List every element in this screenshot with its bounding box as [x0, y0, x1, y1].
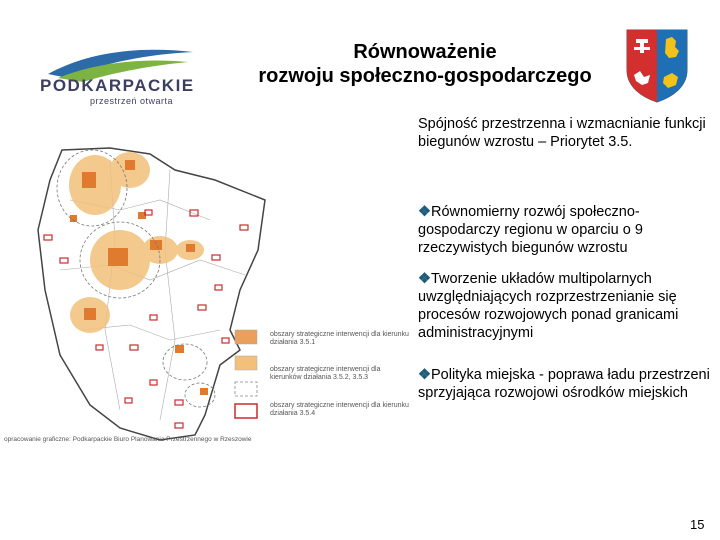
legend-swatch-352 — [235, 356, 257, 370]
bullet-text: Tworzenie układów multipolarnych uwzględniających rozprzestrzenianie się procesów rozwojowych ponad granicami administracyjnymi — [418, 271, 679, 341]
bullet-item — [418, 366, 713, 402]
legend-label-352: obszary strategiczne interwencji dla kierunków działania 3.5.2, 3.5.3 — [270, 366, 381, 381]
title-line-2: rozwoju społeczno-gospodarczego — [258, 65, 592, 87]
legend-swatch-351 — [235, 330, 257, 344]
diamond-bullet-icon: ❖ — [418, 271, 431, 287]
diamond-bullet-icon: ❖ — [418, 367, 431, 383]
legend-label-354: obszary strategiczne interwencji dla kierunku działania 3.5.4 — [270, 402, 409, 417]
bullet-text: Równomierny rozwój społeczno-gospodarczy regionu w oparciu o 9 rzeczywistych biegunów wzrostu — [418, 204, 643, 256]
coat-of-arms-icon — [622, 25, 692, 105]
bullet-item — [418, 203, 713, 257]
priority-heading: Spójność przestrzenna i wzmacnianie funkcji biegunów wzrostu – Priorytet 3.5. — [418, 116, 706, 150]
region-map — [0, 140, 412, 445]
map-credit: opracowanie graficzne: Podkarpackie Biuro Planowania Przestrzennego w Rzeszowie — [4, 436, 252, 443]
diamond-bullet-icon: ❖ — [418, 204, 431, 220]
bullet-text: Polityka miejska - poprawa ładu przestrzeni sprzyjająca rozwojowi ośrodków miejskich — [418, 367, 710, 401]
title-line-1: Równoważenie — [353, 41, 497, 63]
legend-swatch-dashed — [235, 382, 257, 396]
legend-swatch-354 — [235, 404, 257, 418]
page-number: 15 — [690, 517, 705, 532]
legend-label-351: obszary strategiczne interwencji dla kierunku działania 3.5.1 — [270, 331, 409, 346]
slide-title — [215, 40, 635, 88]
logo-wordmark: PODKARPACKIE — [40, 76, 195, 95]
logo-tagline: przestrzeń otwarta — [90, 96, 174, 106]
bullet-item — [418, 270, 713, 342]
